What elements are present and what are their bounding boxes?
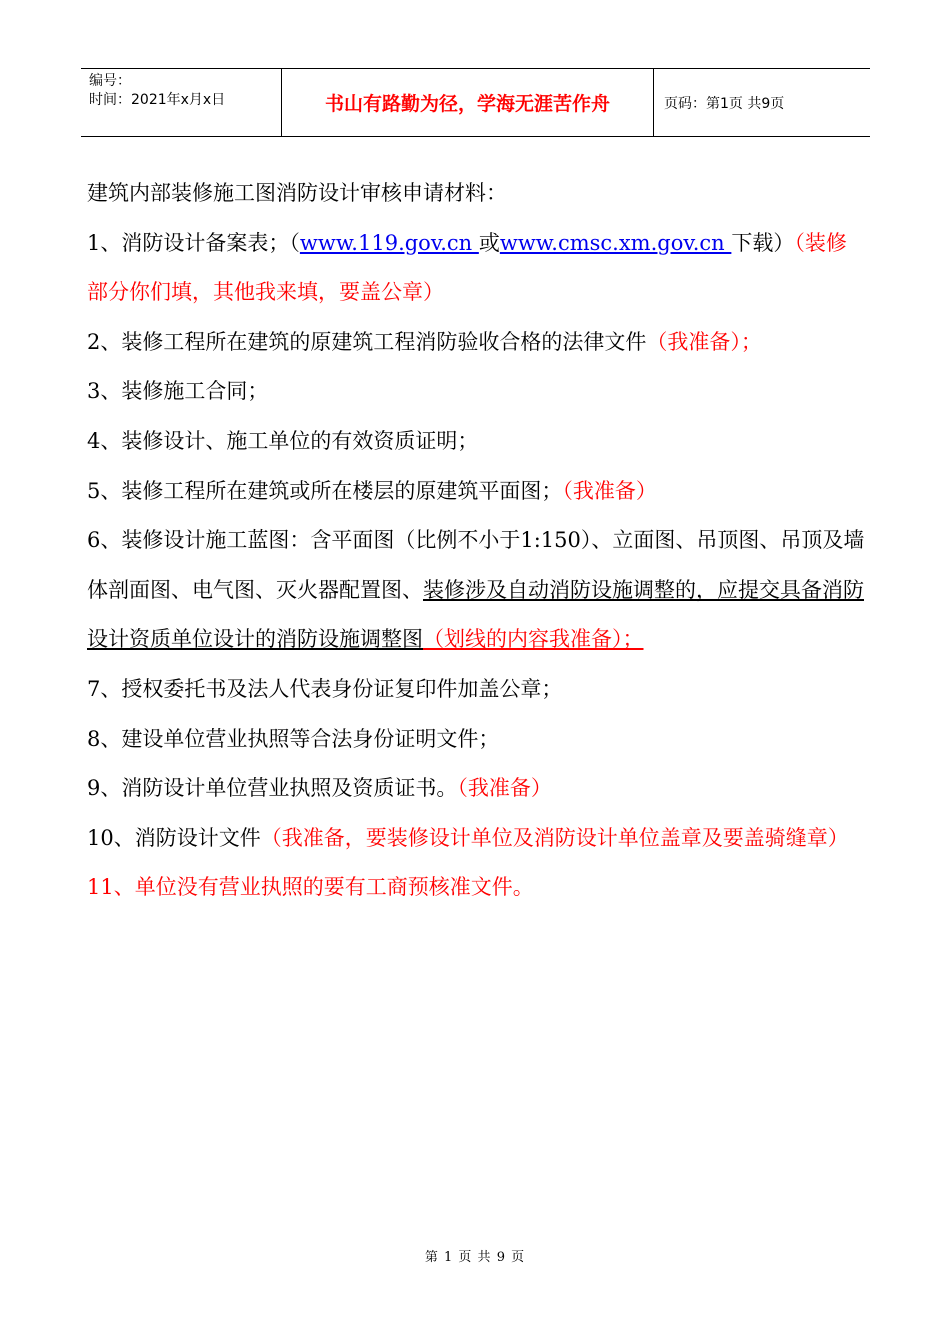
list-item-11: 11、单位没有营业执照的要有工商预核准文件。 bbox=[87, 875, 534, 900]
note-item-10: （我准备，要装修设计单位及消防设计单位盖章及要盖骑缝章） bbox=[260, 825, 849, 850]
list-item-2: 2、装修工程所在建筑的原建筑工程消防验收合格的法律文件（我准备）； bbox=[87, 329, 762, 354]
list-item-4: 4、装修设计、施工单位的有效资质证明； bbox=[87, 428, 479, 453]
header-meta bbox=[81, 69, 282, 136]
link-119[interactable]: www.119.gov.cn bbox=[299, 230, 479, 255]
list-item-8: 8、建设单位营业执照等合法身份证明文件； bbox=[87, 726, 500, 751]
document-date: 时间：2021年x月x日 bbox=[89, 92, 226, 108]
document-number: 编号： bbox=[89, 73, 131, 89]
list-item-5: 5、装修工程所在建筑或所在楼层的原建筑平面图；（我准备） bbox=[87, 478, 657, 503]
list-item-3: 3、装修施工合同； bbox=[87, 379, 269, 404]
list-item-10: 10、消防设计文件（我准备，要装修设计单位及消防设计单位盖章及要盖骑缝章） bbox=[87, 825, 849, 850]
header-page-info: 页码：第1页 共9页 bbox=[664, 95, 785, 112]
note-item-1: （装修部分你们填，其他我来填，要盖公章） bbox=[87, 230, 847, 305]
document-body bbox=[87, 169, 867, 913]
note-item-6: （划线的内容我准备）； bbox=[423, 627, 644, 652]
header-motto: 书山有路勤为径，学海无涯苦作舟 bbox=[282, 69, 654, 136]
document-title: 建筑内部装修施工图消防设计审核申请材料： bbox=[87, 181, 507, 205]
note-item-5: （我准备） bbox=[562, 478, 657, 503]
document-header bbox=[81, 68, 870, 137]
list-item-6: 6、装修设计施工蓝图：含平面图（比例不小于1:150）、立面图、吊顶图、吊顶及墙体剖面图、电气图、灭火器配置图、装修涉及自动消防设施调整的，应提交具备消防设计资质单位设计的消防设施调整图（划线的内容我准备）； bbox=[87, 528, 865, 652]
note-item-9: （我准备） bbox=[457, 776, 552, 801]
note-item-2: （我准备）； bbox=[646, 329, 762, 354]
list-item-1: 1、消防设计备案表；（www.119.gov.cn 或www.cmsc.xm.gov.cn 下载）（装修部分你们填，其他我来填，要盖公章） bbox=[87, 230, 847, 305]
link-cmsc[interactable]: www.cmsc.xm.gov.cn bbox=[499, 230, 732, 255]
underlined-text-item-6: 装修涉及自动消防设施调整的，应提交具备消防设计资质单位设计的消防设施调整图 bbox=[87, 577, 864, 652]
list-item-9: 9、消防设计单位营业执照及资质证书。（我准备） bbox=[87, 776, 552, 801]
page-footer: 第 1 页 共 9 页 bbox=[424, 1250, 526, 1265]
list-item-7: 7、授权委托书及法人代表身份证复印件加盖公章； bbox=[87, 676, 563, 701]
